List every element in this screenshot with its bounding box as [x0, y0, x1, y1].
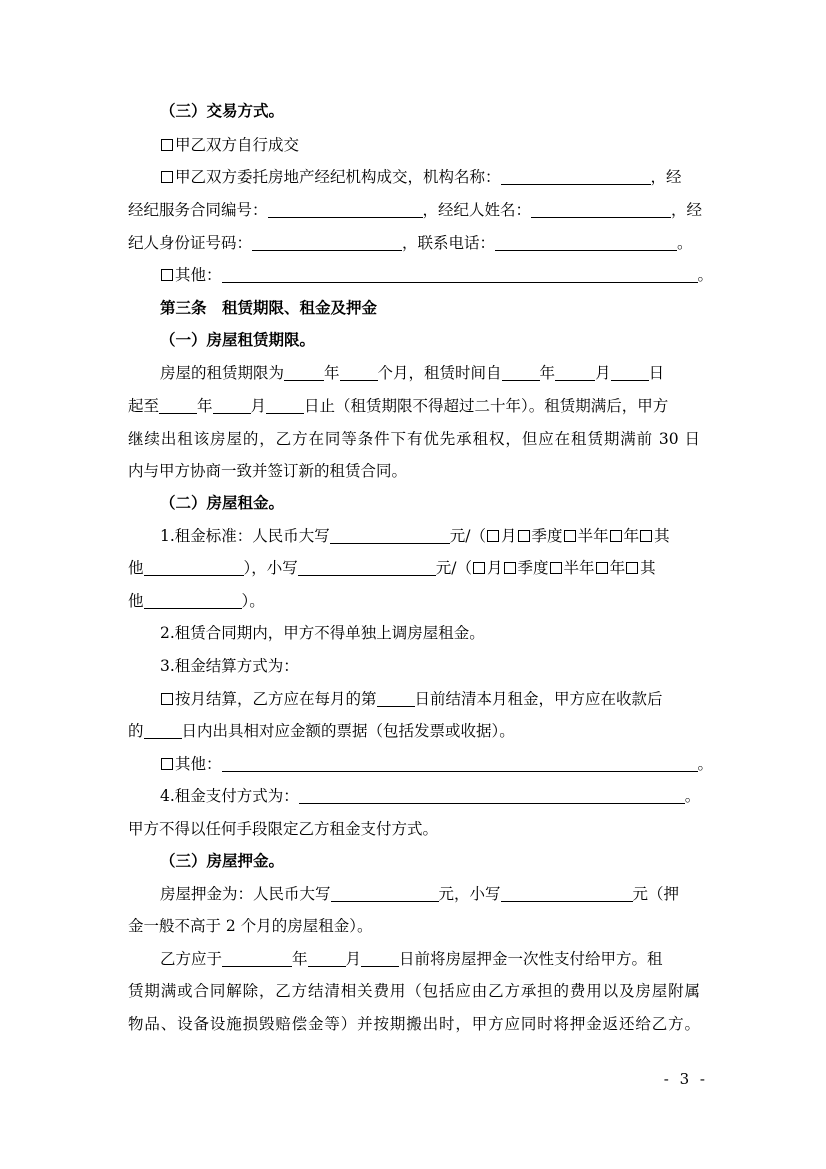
term-line-4: 内与甲方协商一致并签订新的租赁合同。 [128, 462, 408, 480]
deposit-line-2: 金一般不高于 2 个月的房屋租金）。 [128, 917, 373, 935]
checkbox-rent-other[interactable] [640, 530, 652, 542]
deposit-day-field[interactable] [361, 950, 399, 967]
checkbox-rent-month-2[interactable] [473, 562, 485, 574]
checkbox-rent-quarter-2[interactable] [504, 562, 516, 574]
checkbox-rent-month[interactable] [487, 530, 499, 542]
service-contract-no-field[interactable] [268, 201, 423, 218]
checkbox-rent-half-year[interactable] [564, 530, 576, 542]
term-line-2: 起至 年 月 日止（租赁期限不得超过二十年）。租赁期满后，甲方 [128, 397, 669, 415]
rent-standard-line-2: 他 ），小写 元/（ 月 季度 半年 年 其 [128, 559, 656, 577]
term-line-1: 房屋的租赁期限为 年 个月，租赁时间自 年 月 日 [160, 364, 665, 382]
deposit-line-4: 赁期满或合同解除，乙方结清相关费用（包括应由乙方承担的费用以及房屋附属 [128, 982, 700, 1000]
start-day-field[interactable] [611, 364, 649, 381]
checkbox-agency[interactable] [161, 171, 173, 183]
settle-other: 其他： 。 [160, 753, 700, 775]
page-number: - 3 - [663, 1070, 708, 1088]
other-method-field[interactable] [222, 266, 698, 283]
payment-method-line: 4.租金支付方式为： 。 [160, 787, 701, 805]
contact-phone-field[interactable] [495, 234, 677, 251]
option-other: 其他： 。 [160, 264, 700, 286]
payment-no-restrict: 甲方不得以任何手段限定乙方租金支付方式。 [128, 820, 439, 838]
term-years-field[interactable] [284, 364, 324, 381]
end-year-field[interactable] [159, 397, 197, 414]
deposit-line-5: 物品、设备设施损毁赔偿金等）并按期搬出时，甲方应同时将押金返还给乙方。 [128, 1015, 700, 1033]
checkbox-rent-quarter[interactable] [518, 530, 530, 542]
rent-uppercase-field[interactable] [330, 527, 450, 544]
deposit-uppercase-field[interactable] [331, 885, 439, 902]
option-self-deal: 甲乙双方自行成交 [160, 134, 700, 156]
settle-other-field[interactable] [222, 755, 698, 772]
start-year-field[interactable] [502, 364, 540, 381]
settle-monthly-line-2: 的 日内出具相对应金额的票据（包括发票或收据）。 [128, 722, 515, 740]
agency-line-2: 经纪服务合同编号： ，经纪人姓名： ，经 [128, 201, 703, 219]
agency-line-3: 纪人身份证号码： ，联系电话： 。 [128, 234, 693, 252]
rent-settlement-label: 3.租金结算方式为： [160, 657, 299, 675]
start-month-field[interactable] [555, 364, 595, 381]
sub-2-title: （二）房屋租金。 [160, 493, 285, 512]
agency-name-field[interactable] [501, 168, 651, 185]
sub-3-title: （三）房屋押金。 [160, 851, 285, 870]
payment-method-field[interactable] [299, 787, 685, 804]
checkbox-rent-other-2[interactable] [626, 562, 638, 574]
checkbox-self-deal[interactable] [161, 139, 173, 151]
deposit-year-field[interactable] [222, 950, 292, 967]
rent-no-raise: 2.租赁合同期内，甲方不得单独上调房屋租金。 [160, 624, 485, 642]
checkbox-rent-year-2[interactable] [596, 562, 608, 574]
end-month-field[interactable] [213, 397, 251, 414]
agent-name-field[interactable] [531, 201, 671, 218]
deposit-lowercase-field[interactable] [501, 885, 633, 902]
checkbox-settle-other[interactable] [161, 758, 173, 770]
receipt-days-field[interactable] [144, 722, 182, 739]
term-line-3: 继续出租该房屋的，乙方在同等条件下有优先承租权，但应在租赁期满前 30 日 [128, 430, 700, 448]
checkbox-settle-monthly[interactable] [161, 693, 173, 705]
deposit-line-1: 房屋押金为：人民币大写 元，小写 元（押 [160, 885, 680, 903]
deposit-line-3: 乙方应于 年 月 日前将房屋押金一次性支付给甲方。租 [160, 950, 663, 968]
settle-monthly-line-1: 按月结算，乙方应在每月的第 日前结清本月租金，甲方应在收款后 [160, 688, 700, 710]
rent-other-unit-field-2[interactable] [144, 592, 242, 609]
rent-lowercase-field[interactable] [298, 559, 436, 576]
option-agency: 甲乙双方委托房地产经纪机构成交，机构名称： ，经 [160, 166, 700, 188]
deposit-month-field[interactable] [308, 950, 346, 967]
agent-id-field[interactable] [252, 234, 402, 251]
rent-standard-line-3: 他 ）。 [128, 592, 265, 610]
article-3-title: 第三条 租赁期限、租金及押金 [160, 298, 378, 317]
checkbox-rent-year[interactable] [610, 530, 622, 542]
checkbox-rent-half-year-2[interactable] [550, 562, 562, 574]
term-months-field[interactable] [340, 364, 378, 381]
sub-1-title: （一）房屋租赁期限。 [160, 330, 316, 349]
section-3-title: （三）交易方式。 [160, 101, 285, 120]
checkbox-other[interactable] [161, 269, 173, 281]
end-day-field[interactable] [266, 397, 304, 414]
settle-day-field[interactable] [377, 690, 415, 707]
rent-other-unit-field[interactable] [144, 559, 244, 576]
rent-standard-line-1: 1.租金标准：人民币大写 元/（ 月 季度 半年 年 其 [160, 527, 670, 545]
